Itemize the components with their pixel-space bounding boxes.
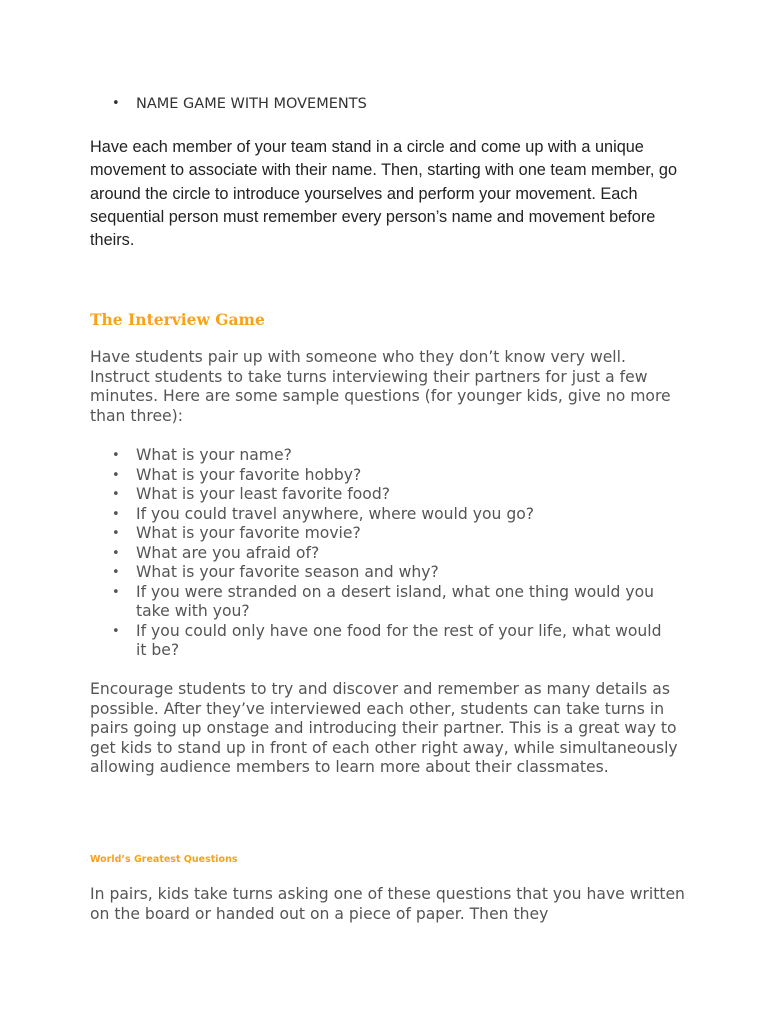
interview-paragraph: Have students pair up with someone who they don’t know very well. Instruct students to take turns interviewing their partners for just a few minutes. Here are some sample questions (for younger kids, give no more than three): [90, 348, 671, 425]
interview-game-heading: The Interview Game [90, 310, 265, 329]
list-item: • If you were stranded on a desert island, what one thing would you take with you? [112, 583, 672, 622]
list-item: • If you could only have one food for the rest of your life, what would it be? [112, 622, 672, 661]
list-item: • If you could travel anywhere, where would you go? [112, 505, 672, 525]
list-item: • What is your favorite movie? [112, 524, 672, 544]
intro-paragraph: Have each member of your team stand in a circle and come up with a unique movement to associate with their name. Then, starting with one team member, go around the circle to introduce yourselves and perform your movement. Each sequential person must remember every person’s name and movement before theirs. [90, 138, 678, 250]
list-item: • NAME GAME WITH MOVEMENTS [112, 96, 367, 112]
top-bullet-list [112, 96, 367, 112]
list-item: • What are you afraid of? [112, 544, 672, 564]
closing-paragraph: Encourage students to try and discover and remember as many details as possible. After they’ve interviewed each other, students can take turns in pairs going up onstage and introducing their partner. This is a great way to get kids to stand up in front of each other right away, while simultaneously allowing audience members to learn more about their classmates. [90, 680, 678, 776]
list-item: • What is your favorite season and why? [112, 563, 672, 583]
list-item: • What is your name? [112, 446, 672, 466]
list-item: • What is your least favorite food? [112, 485, 672, 505]
list-item: • What is your favorite hobby? [112, 466, 672, 486]
question-list [112, 446, 672, 661]
pairs-paragraph: In pairs, kids take turns asking one of these questions that you have written on the board or handed out on a piece of paper. Then they [90, 885, 685, 923]
greatest-questions-heading: World’s Greatest Questions [90, 854, 238, 865]
